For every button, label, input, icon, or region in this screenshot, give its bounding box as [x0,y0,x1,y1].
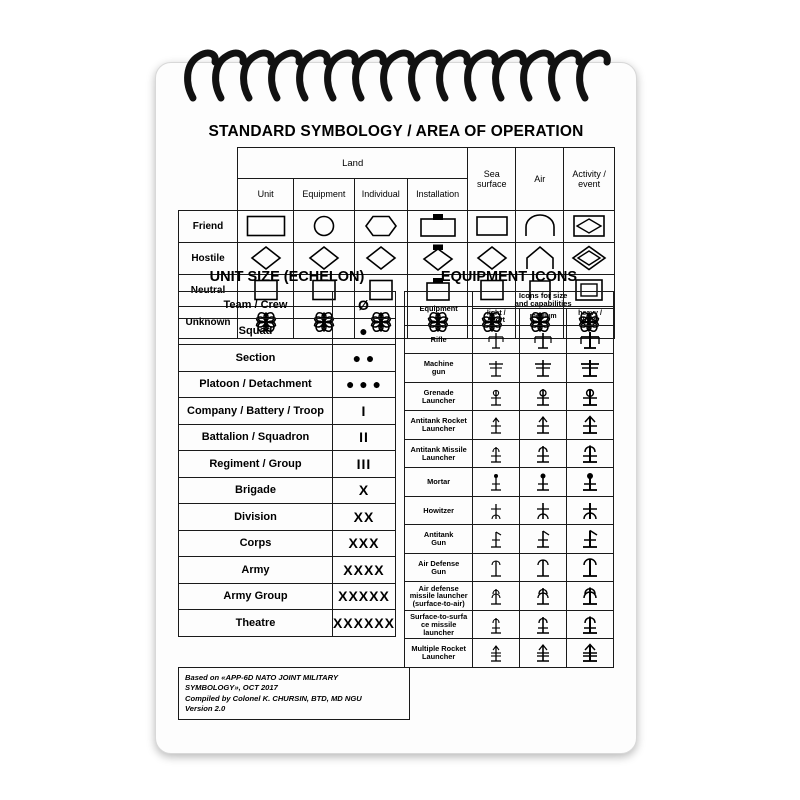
table-row [405,525,614,554]
corner-blank-2 [179,179,238,211]
row-label-neutral: Neutral [179,274,238,306]
table-row [179,530,396,557]
table-row [179,424,396,451]
sym-friend-air [516,210,564,242]
icon-antitank-gun-medium [520,525,567,554]
table-row [405,639,614,668]
sym-friend-unit [238,210,294,242]
land-group-header: Land [238,148,468,179]
echelon-name: Platoon / Detachment [179,371,333,398]
table-row [405,439,614,468]
echelon-symbol: Ø [332,292,395,319]
table-row [179,477,396,504]
icon-howitzer-heavy [567,496,614,525]
echelon-symbol: III [332,451,395,478]
echelon-name: Army [179,557,333,584]
footer-note [178,667,410,720]
icon-at-missile-heavy [567,439,614,468]
sym-friend-sea [468,210,516,242]
icon-ss-missile-heavy [567,610,614,639]
echelon-symbol: XXXXXX [332,610,395,637]
footer-note-line-2: SYMBOLOGY», OCT 2017 [185,683,278,693]
col-header-individual: Individual [354,179,407,211]
icon-mortar-light [473,468,520,497]
icon-rifle-light [473,325,520,354]
echelon-name: Regiment / Group [179,451,333,478]
table-row [405,496,614,525]
echelon-symbol: ● [332,318,395,345]
sym-friend-activity [564,210,615,242]
icon-mrl-medium [520,639,567,668]
equipment-name-rifle: Rifle [405,325,473,354]
equipment-name-antitank-gun: Antitank Gun [405,525,473,554]
activity-column-header: Activity / event [564,148,615,211]
icon-ad-gun-light [473,553,520,582]
equipment-table-wrap [404,291,614,668]
air-column-header: Air [516,148,564,211]
icon-antitank-gun-heavy [567,525,614,554]
page-title: STANDARD SYMBOLOGY / AREA OF OPERATION [208,123,584,140]
icon-ad-missile-heavy [567,582,614,611]
echelon-name: Battalion / Squadron [179,424,333,451]
icon-ad-missile-medium [520,582,567,611]
table-row [179,583,396,610]
equipment-name-machine-gun: Machine gun [405,354,473,383]
equipment-span-header: Icons for size and capabilities [473,292,614,309]
table-row [405,354,614,383]
echelon-name: Corps [179,530,333,557]
footer-note-line-4: Version 2.0 [185,703,226,713]
table-row [405,411,614,440]
echelon-table [178,291,396,637]
icon-at-missile-medium [520,439,567,468]
icon-grenade-medium [520,382,567,411]
equipment-name-ss-missile-launcher: Surface-to-surfa ce missile launcher [405,610,473,639]
icon-ad-missile-light [473,582,520,611]
icon-antitank-gun-light [473,525,520,554]
table-row [179,557,396,584]
icon-rifle-medium [520,325,567,354]
icon-machinegun-heavy [567,354,614,383]
echelon-name: Section [179,345,333,372]
echelon-table-wrap [178,291,396,637]
icon-at-missile-light [473,439,520,468]
echelon-name: Theatre [179,610,333,637]
table-row [179,504,396,531]
row-label-hostile: Hostile [179,242,238,274]
echelon-symbol: II [332,424,395,451]
size-header-medium: medium [520,308,567,325]
notepad-inner [156,63,636,753]
equipment-name-ad-missile-launcher: Air defense missile launcher (surface-to-air) [405,582,473,611]
table-row [179,210,615,242]
echelon-symbol: I [332,398,395,425]
icon-at-rocket-heavy [567,411,614,440]
corner-blank [179,148,238,179]
icon-ss-missile-light [473,610,520,639]
size-header-heavy: heavy / long [567,308,614,325]
equipment-name-at-missile-launcher: Antitank Missile Launcher [405,439,473,468]
table-row [405,553,614,582]
table-header-row [405,292,614,309]
icon-grenade-heavy [567,382,614,411]
echelon-name: Team / Crew [179,292,333,319]
table-row [405,582,614,611]
col-header-installation: Installation [408,179,468,211]
icon-mrl-heavy [567,639,614,668]
echelon-symbol: ● ● [332,345,395,372]
table-row [179,398,396,425]
icon-mortar-medium [520,468,567,497]
echelon-name: Brigade [179,477,333,504]
table-row [179,292,396,319]
sym-friend-installation [408,210,468,242]
echelon-symbol: XXXXX [332,583,395,610]
row-label-friend: Friend [179,210,238,242]
icon-mrl-light [473,639,520,668]
icon-ss-missile-medium [520,610,567,639]
sym-friend-individual [354,210,407,242]
equipment-name-at-rocket-launcher: Antitank Rocket Launcher [405,411,473,440]
table-row [405,610,614,639]
echelon-symbol: XXX [332,530,395,557]
table-row [179,371,396,398]
footer-note-line-1: Based on «APP-6D NATO JOINT MILITARY [185,673,339,682]
echelon-name: Company / Battery / Troop [179,398,333,425]
table-row [179,610,396,637]
icon-at-rocket-light [473,411,520,440]
footer-note-line-3: Compiled by Colonel K. CHURSIN, BTD, MD NGU [185,693,362,703]
icon-grenade-light [473,382,520,411]
icon-ad-gun-heavy [567,553,614,582]
equipment-heading: EQUIPMENT ICONS [440,269,578,285]
sea-column-header: Sea surface [468,148,516,211]
echelon-symbol: XX [332,504,395,531]
echelon-symbol: ● ● ● [332,371,395,398]
equipment-corner-header: Equipment [405,292,473,326]
table-row [405,382,614,411]
icon-at-rocket-medium [520,411,567,440]
unit-size-heading: UNIT SIZE (ECHELON) [209,269,365,285]
sym-friend-equipment [294,210,354,242]
icon-howitzer-light [473,496,520,525]
equipment-name-howitzer: Howitzer [405,496,473,525]
table-row [179,318,396,345]
echelon-symbol: XXXX [332,557,395,584]
row-label-unknown: Unknown [179,306,238,338]
table-row [179,345,396,372]
equipment-name-grenade-launcher: Grenade Launcher [405,382,473,411]
table-row [405,468,614,497]
icon-machinegun-medium [520,354,567,383]
icon-rifle-heavy [567,325,614,354]
size-header-light: light / short [473,308,520,325]
table-header-row-group [179,148,615,179]
echelon-symbol: X [332,477,395,504]
icon-machinegun-light [473,354,520,383]
equipment-table [404,291,614,668]
equipment-name-mortar: Mortar [405,468,473,497]
icon-mortar-heavy [567,468,614,497]
col-header-unit: Unit [238,179,294,211]
table-row [405,325,614,354]
col-header-equipment: Equipment [294,179,354,211]
icon-ad-gun-medium [520,553,567,582]
unit-size-heading-wrap [178,269,396,291]
echelon-name: Army Group [179,583,333,610]
equipment-heading-wrap [404,269,614,291]
icon-howitzer-medium [520,496,567,525]
equipment-name-air-defense-gun: Air Defense Gun [405,553,473,582]
notepad-card [155,62,637,754]
echelon-name: Division [179,504,333,531]
equipment-name-mrl: Multiple Rocket Launcher [405,639,473,668]
table-row [179,451,396,478]
echelon-name: Squad [179,318,333,345]
